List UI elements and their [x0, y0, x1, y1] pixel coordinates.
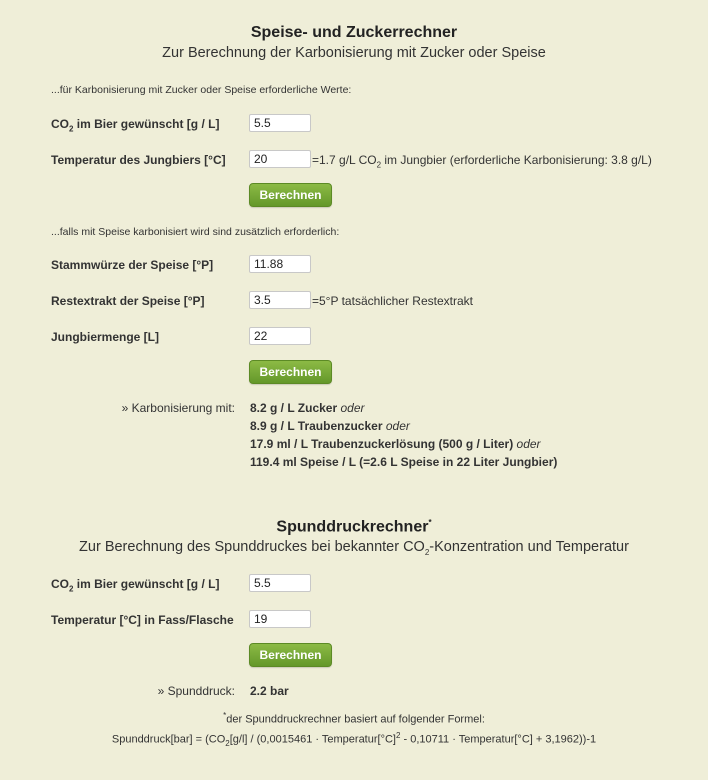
temp-fass-input[interactable]: [249, 610, 311, 628]
intro2-text: ...falls mit Speise karbonisiert wird sind zusätzlich erforderlich:: [51, 226, 340, 238]
result-line: 17.9 ml / L Traubenzuckerlösung (500 g / Liter) oder: [250, 437, 541, 451]
temp-fass-label: Temperatur [°C] in Fass/Flasche: [51, 613, 234, 627]
stammwuerze-label: Stammwürze der Speise [°P]: [51, 258, 214, 272]
spunddruck-result-label: » Spunddruck:: [157, 684, 235, 698]
stammwuerze-input[interactable]: [249, 255, 311, 273]
intro-text: ...für Karbonisierung mit Zucker oder Speise erforderliche Werte:: [51, 84, 352, 96]
temp-note: =1.7 g/L $CO_2$ im Jungbier (erforderliche Karbonisierung: 3.8 g/L): [312, 153, 652, 170]
calculate-button-3[interactable]: Berechnen: [249, 643, 332, 667]
speise-zucker-title: Speise- und Zuckerrechner: [250, 24, 458, 41]
restextrakt-note: =5°P tatsächlicher Restextrakt: [312, 294, 473, 308]
jungbiermenge-label: Jungbiermenge [L]: [51, 330, 160, 344]
result-line: 8.2 g / L Zucker oder: [250, 401, 365, 415]
co2-input-2[interactable]: [249, 574, 311, 592]
speise-zucker-subtitle: Zur Berechnung der Karbonisierung mit Zucker oder Speise: [162, 45, 546, 61]
spunddruck-subtitle: Zur Berechnung des Spunddruckes bei bekannter $CO_2$-Konzentration und Temperatur: [79, 539, 629, 557]
formula-text: Spunddruck[bar] = ($CO_2[g/l] / (0,0015461$ · $Temperatur[^\circ C]^2 - 0,10711$ · Temperatur[°C] + 3,1962))-1: [111, 731, 597, 748]
restextrakt-label: Restextrakt der Speise [°P]: [51, 294, 205, 308]
jungbiermenge-input[interactable]: [249, 327, 311, 345]
co2-label-2: $CO_2$ im Bier gewünscht [g / L]: [51, 577, 220, 594]
temp-label: Temperatur des Jungbiers [°C]: [51, 153, 226, 167]
calculate-button-1[interactable]: Berechnen: [249, 183, 332, 207]
co2-label: $CO_2$ im Bier gewünscht [g / L]: [51, 117, 220, 134]
restextrakt-input[interactable]: [249, 291, 311, 309]
temp-input[interactable]: [249, 150, 311, 168]
spunddruck-result-value: 2.2 bar: [250, 684, 289, 698]
spunddruck-title: Spunddruckrechner*: [276, 518, 432, 536]
footnote-text: *der Spunddruckrechner basiert auf folgender Formel:: [223, 711, 485, 726]
calculate-button-2[interactable]: Berechnen: [249, 360, 332, 384]
result-line: 8.9 g / L Traubenzucker oder: [250, 419, 410, 433]
co2-input[interactable]: [249, 114, 311, 132]
result-line: 119.4 ml Speise / L (=2.6 L Speise in 22 Liter Jungbier): [250, 455, 558, 469]
karbonisierung-result-label: » Karbonisierung mit:: [121, 401, 235, 415]
